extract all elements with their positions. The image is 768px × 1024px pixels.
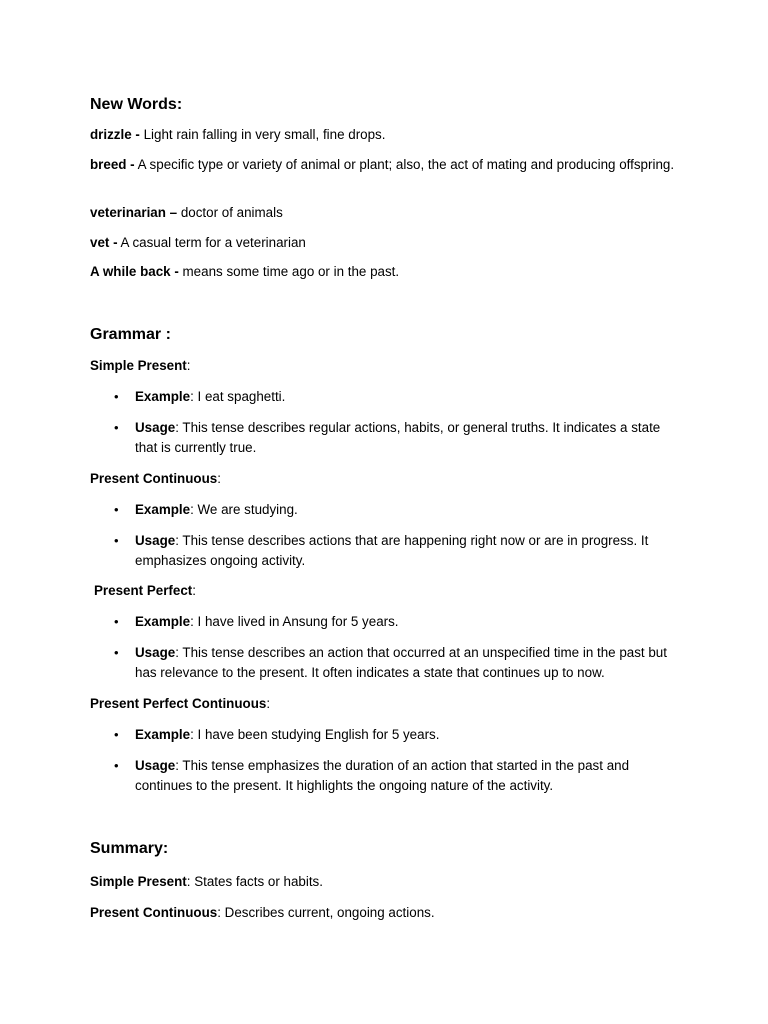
- bullet-icon: •: [114, 533, 119, 548]
- usage-label: Usage: [135, 533, 176, 548]
- usage-text: : This tense describes an action that occurred at an unspecified time in the past but has relevance to the present. It often indicates a state that continues up to now.: [135, 645, 667, 680]
- usage-text: : This tense emphasizes the duration of an action that started in the past and continues to the present. It highlights the ongoing nature of the activity.: [135, 758, 630, 793]
- word-definition: A casual term for a veterinarian: [117, 235, 306, 250]
- word-term: A while back -: [90, 264, 179, 279]
- word-definition: means some time ago or in the past.: [178, 264, 400, 279]
- tense-name: Present Perfect Continuous: [90, 696, 267, 711]
- bullet-icon: •: [114, 502, 119, 517]
- tense-title-present-continuous: [90, 469, 680, 489]
- summary-heading: Summary:: [90, 840, 169, 857]
- tense-title-simple-present: [90, 356, 680, 376]
- word-definition: doctor of animals: [177, 205, 283, 220]
- tense-colon: :: [217, 471, 221, 486]
- usage-text: : This tense describes actions that are happening right now or are in progress. It emphasizes ongoing activity.: [135, 533, 649, 568]
- tense-name: Present Continuous: [90, 471, 218, 486]
- tense-colon: :: [192, 583, 196, 598]
- usage-label: Usage: [135, 758, 176, 773]
- word-entry-vet: [90, 233, 680, 253]
- word-entry-veterinarian: [90, 203, 680, 223]
- usage-text: : This tense describes regular actions, habits, or general truths. It indicates a state that is currently true.: [135, 420, 661, 455]
- example-label: Example: [135, 614, 191, 629]
- word-term: veterinarian –: [90, 205, 178, 220]
- bullet-icon: •: [114, 727, 119, 742]
- summary-term: Simple Present: [90, 874, 187, 889]
- bullet-icon: •: [114, 389, 119, 404]
- example-text: : I have lived in Ansung for 5 years.: [190, 614, 399, 629]
- example-text: : I eat spaghetti.: [190, 389, 286, 404]
- grammar-heading: Grammar :: [90, 326, 171, 343]
- bullet-icon: •: [114, 614, 119, 629]
- word-entry-drizzle: [90, 125, 680, 145]
- word-term: vet -: [90, 235, 118, 250]
- tense-colon: :: [186, 358, 191, 373]
- summary-term: Present Continuous: [90, 905, 218, 920]
- summary-text: : States facts or habits.: [186, 874, 323, 889]
- word-term: breed -: [90, 157, 135, 172]
- word-definition: Light rain falling in very small, fine drops.: [139, 127, 386, 142]
- tense-title-present-perfect-continuous: [90, 694, 680, 714]
- summary-item-simple-present: [90, 872, 680, 892]
- word-entry-a-while-back: [90, 262, 680, 282]
- bullet-icon: •: [114, 420, 119, 435]
- summary-text: : Describes current, ongoing actions.: [217, 905, 435, 920]
- new-words-heading: New Words:: [90, 96, 183, 113]
- word-term: drizzle -: [90, 127, 140, 142]
- bullet-icon: •: [114, 645, 119, 660]
- example-label: Example: [135, 389, 191, 404]
- tense-colon: :: [266, 696, 271, 711]
- tense-name: Simple Present: [90, 358, 187, 373]
- example-text: : I have been studying English for 5 years.: [190, 727, 440, 742]
- example-label: Example: [135, 727, 191, 742]
- example-label: Example: [135, 502, 191, 517]
- tense-name: Present Perfect: [94, 583, 193, 598]
- word-entry-breed: [90, 155, 680, 175]
- example-text: : We are studying.: [190, 502, 298, 517]
- bullet-icon: •: [114, 758, 119, 773]
- usage-label: Usage: [135, 420, 176, 435]
- word-definition: A specific type or variety of animal or plant; also, the act of mating and producing offspring.: [134, 157, 675, 172]
- usage-label: Usage: [135, 645, 176, 660]
- tense-title-present-perfect: [94, 581, 684, 601]
- summary-item-present-continuous: [90, 903, 680, 923]
